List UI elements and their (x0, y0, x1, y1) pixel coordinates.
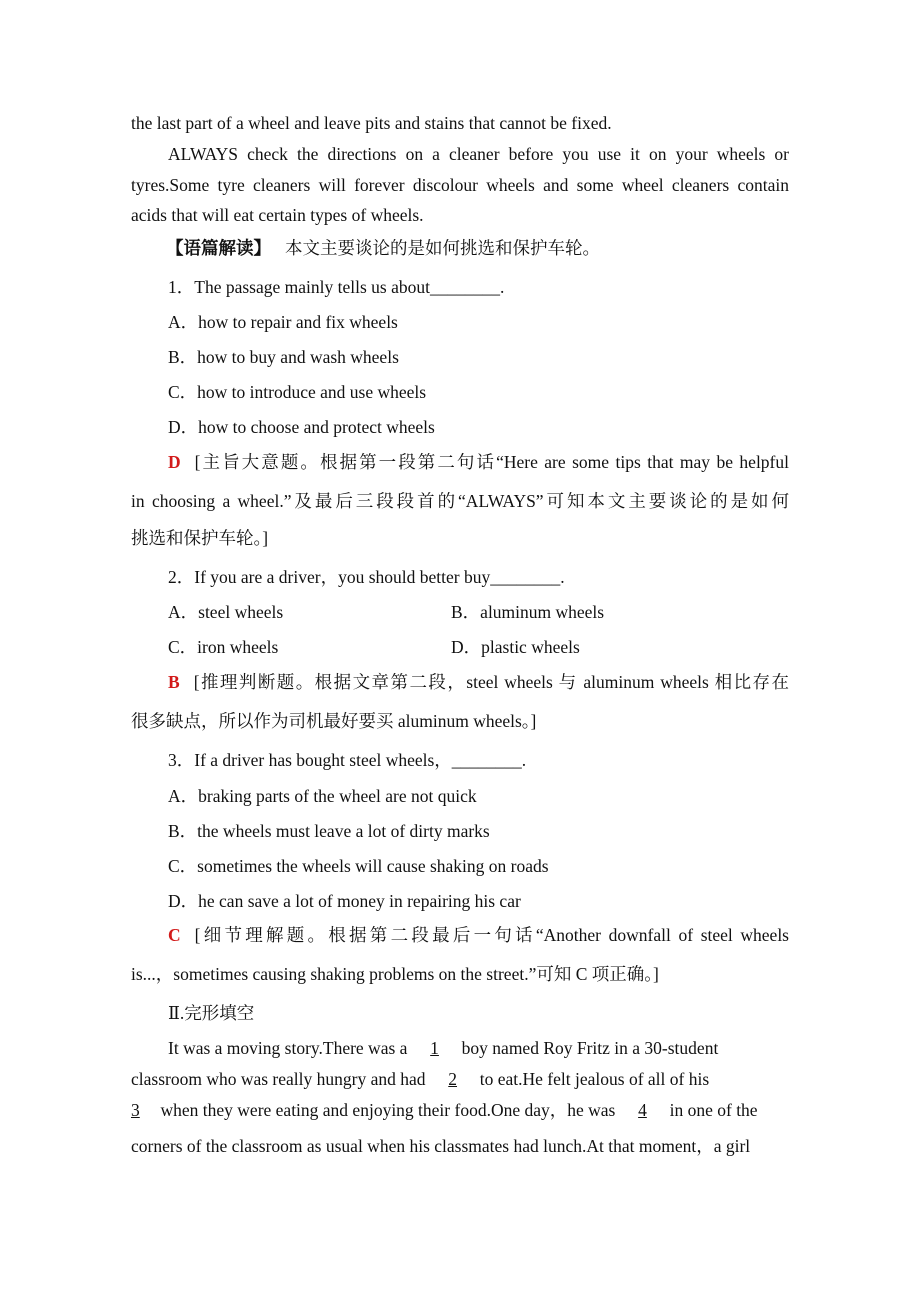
cloze-text: in one of the (669, 1100, 758, 1120)
blank-4: 4 (638, 1100, 647, 1120)
answer-key: D (168, 452, 181, 472)
option: C．iron wheels (168, 637, 279, 657)
option: B．aluminum wheels (451, 602, 605, 622)
blank-3: 3 (131, 1100, 140, 1120)
explanation-text: in choosing a wheel.”及最后三段段首的“ALWAYS”可知本文主要谈论的是如何 (131, 491, 789, 511)
option: C．sometimes the wheels will cause shaking on roads (168, 856, 549, 876)
passage-line: tyres.Some tyre cleaners will forever discolour wheels and some wheel cleaners contain (131, 175, 789, 195)
option: A．how to repair and fix wheels (168, 312, 398, 332)
explanation-text: is...，sometimes causing shaking problems on the street.”可知 C 项正确。] (131, 964, 659, 984)
option: D．plastic wheels (451, 637, 580, 657)
blank-1: 1 (430, 1038, 439, 1058)
option: B．how to buy and wash wheels (168, 347, 399, 367)
answer-key: B (168, 672, 180, 692)
analysis-text: 本文主要谈论的是如何挑选和保护车轮。 (285, 238, 600, 258)
blank-2: 2 (448, 1069, 458, 1089)
explanation-text: 挑选和保护车轮。] (131, 528, 269, 548)
explanation (168, 451, 789, 473)
explanation-text: 很多缺点，所以作为司机最好要买 aluminum wheels。] (131, 711, 537, 731)
question-stem: 2．If you are a driver，you should better buy________. (168, 567, 565, 587)
option: D．he can save a lot of money in repairing his car (168, 891, 521, 911)
cloze-text: boy named Roy Fritz in a 30-student (461, 1038, 719, 1058)
cloze-text: to eat.He felt jealous of all of his (479, 1069, 710, 1089)
passage-line: acids that will eat certain types of wheels. (131, 205, 424, 225)
cloze-line (131, 1068, 709, 1090)
section-title: Ⅱ.完形填空 (168, 1003, 255, 1023)
cloze-text: classroom who was really hungry and had (131, 1069, 426, 1089)
cloze-line (168, 1037, 718, 1059)
explanation-text: [细节理解题。根据第二段最后一句话“Another downfall of steel wheels (194, 925, 789, 945)
explanation (168, 671, 789, 693)
explanation-text: [推理判断题。根据文章第二段，steel wheels 与 aluminum wheels 相比存在 (193, 672, 789, 692)
option: C．how to introduce and use wheels (168, 382, 427, 402)
passage-line: the last part of a wheel and leave pits and stains that cannot be fixed. (131, 113, 612, 133)
question-stem: 1．The passage mainly tells us about________. (168, 277, 505, 297)
cloze-text: when they were eating and enjoying their food.One day，he was (160, 1100, 616, 1120)
explanation-text: [主旨大意题。根据第一段第二句话“Here are some tips that may be helpful (194, 452, 789, 472)
option: A．steel wheels (168, 602, 284, 622)
question-stem: 3．If a driver has bought steel wheels，________. (168, 750, 527, 770)
answer-key: C (168, 925, 181, 945)
option: D．how to choose and protect wheels (168, 417, 435, 437)
cloze-line: corners of the classroom as usual when his classmates had lunch.At that moment，a girl (131, 1136, 751, 1156)
analysis (166, 237, 600, 259)
option: B．the wheels must leave a lot of dirty marks (168, 821, 490, 841)
cloze-line (131, 1099, 758, 1121)
cloze-text: It was a moving story.There was a (168, 1038, 408, 1058)
explanation (168, 924, 789, 946)
passage-line: ALWAYS check the directions on a cleaner before you use it on your wheels or (168, 144, 789, 164)
analysis-label: 【语篇解读】 (166, 238, 271, 258)
option: A．braking parts of the wheel are not quick (168, 786, 477, 806)
